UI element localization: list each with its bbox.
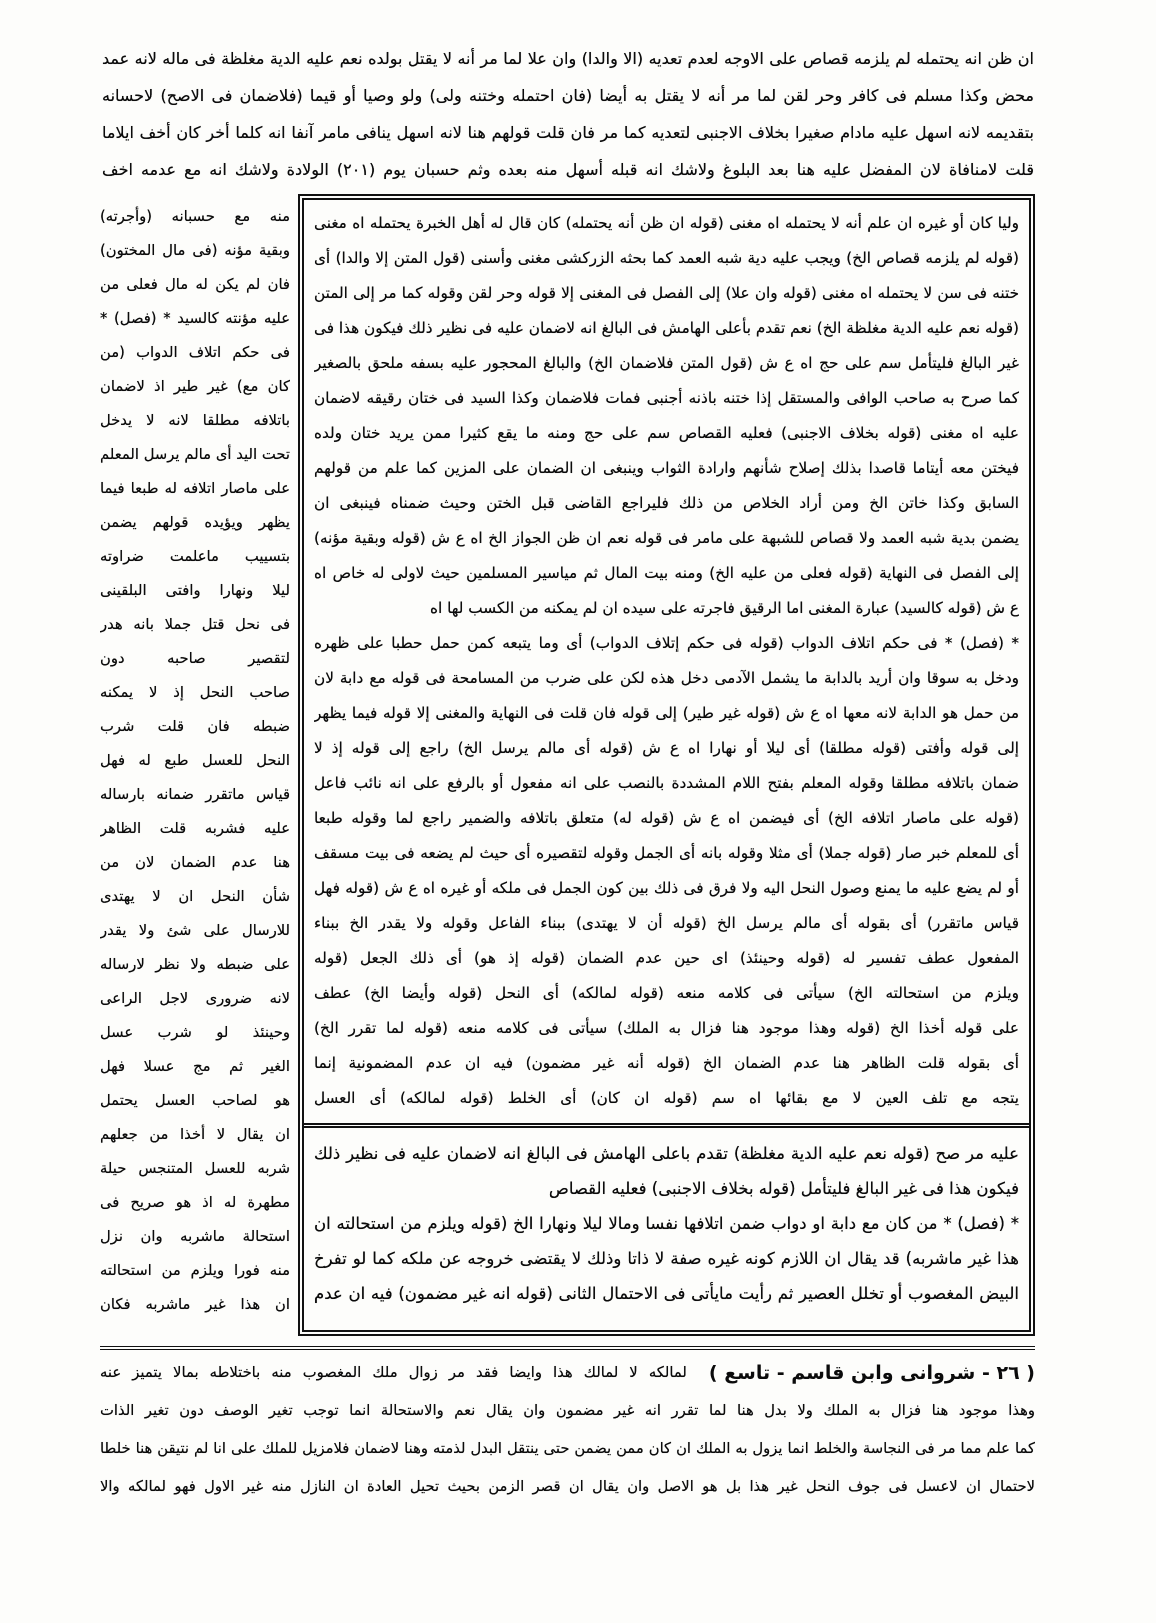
commentary-separator xyxy=(304,1123,1029,1128)
commentary-line: ويلزم من استحالته الخ) سيأتى فى كلامه منعه (قوله لمالكه) أى النحل (قوله وأيضا الخ) عطف xyxy=(314,984,1019,1002)
commentary-line: يتجه مع تلف العين لا مع بقائها اه سم (قوله ان كان) أى الخلط (قوله لمالكه) أى العسل xyxy=(314,1089,1019,1107)
main-text-side-column xyxy=(100,200,290,1322)
footer-first-line xyxy=(100,1354,1035,1392)
main-text-line: ان ظن انه يحتمله لم يلزمه قصاص على الاوجه لعدم تعديه (الا والدا) وان علا لما مر أنه لا يقتل بولده نعم عليه الدية مغلظة فى ماله لانه عمد xyxy=(102,49,1034,68)
main-text-top xyxy=(102,40,1034,188)
side-column-line: الغير ثم مج عسلا فهل xyxy=(100,1058,290,1075)
commentary-line: أى للمعلم خبر صار (قوله جملا) أى مثلا وقوله بانه أى الجمل وقوله لتقصيره أى حيث لم يضعه فى بيت مسقف xyxy=(314,844,1019,862)
footer-line: وهذا موجود هنا فزال به الملك ولا بدل هنا لما تقرر انه غير مضمون وان يقال نعم والاستحالة انما توجب تغير الوصف دون تغير الذات xyxy=(100,1402,1035,1419)
side-column-line: فى حكم اتلاف الدواب (من xyxy=(100,344,290,361)
side-column-line: النحل للعسل طبع له فهل xyxy=(100,752,290,769)
side-column-line: تحت اليد أى مالم يرسل المعلم xyxy=(100,446,290,463)
side-column-line: فان لم يكن له مال فعلى من xyxy=(100,276,290,293)
main-text-line: بتقديمه لانه اسهل عليه مادام صغيرا بخلاف الاجنبى لتعديه كما مر فان قلت قولهم هنا لانه اسهل ينافى مامر آنفا انه كلما أخر كان أخف ايلاما xyxy=(102,123,1034,142)
lower-commentary-line: فيكون هذا فى غير البالغ فليتأمل (قوله بخلاف الاجنبى) فعليه القصاص xyxy=(548,1179,1019,1198)
side-column-line: عليه مؤنته كالسيد * (فصل) * xyxy=(100,310,290,327)
commentary-line: ختنه فى سن لا يحتمله اه مغنى (قوله وان علا) إلى الفصل فى المغنى إلا قوله وحر لقن وقوله كما مر إلى المتن xyxy=(314,284,1019,302)
side-column-line: استحالة ماشربه وان نزل xyxy=(100,1228,290,1245)
commentary-line: أى بقوله قلت الظاهر هنا عدم الضمان الخ (قوله أنه غير مضمون) فيه ان عدم المضمونية إنما xyxy=(314,1054,1019,1072)
side-column-line: للارسال على شئ ولا يقدر xyxy=(100,922,290,939)
commentary-line: المفعول عطف تفسير له (قوله وحينئذ) اى حين عدم الضمان (قوله إذ هو) أى ذلك الجعل (قوله xyxy=(314,949,1019,967)
side-column-line: ان يقال لا أخذا من جعلهم xyxy=(100,1126,290,1143)
side-column-line: ليلا ونهارا وافتى البلقينى xyxy=(100,582,290,599)
side-column-line: ضبطه فان قلت شرب xyxy=(100,718,290,735)
commentary-line: على قوله أخذا الخ (قوله وهذا موجود هنا فزال به الملك) سيأتى فى كلامه منعه (قوله لما تقرر الخ) xyxy=(314,1019,1019,1037)
side-column-line: هو لصاحب العسل يحتمل xyxy=(100,1092,290,1109)
commentary-lower-section xyxy=(314,1136,1019,1311)
footer-line: كما علم مما مر فى النجاسة والخلط انما يزول به الملك ان كان ممن يضمن حتى ينتقل البدل لذمته وهنا لاضمان فلامزيل للملك على انا لم نتيقن هنا خلطا xyxy=(100,1440,1035,1457)
side-column-line: باتلافه مطلقا لانه لا يدخل xyxy=(100,412,290,429)
side-column-line: شأن النحل ان لا يهتدى xyxy=(100,888,290,905)
lower-commentary-line: * (فصل) * من كان مع دابة او دواب ضمن اتلافها نفسا ومالا ليلا ونهارا الخ (قوله ويلزم من استحالته ان xyxy=(314,1214,1019,1233)
commentary-line: قياس ماتقرر) أى بقوله أى مالم يرسل الخ (قوله أن لا يهتدى) ببناء الفاعل وقوله ولا يقدر الخ ببناء xyxy=(314,914,1019,932)
lower-commentary-line: البيض المغصوب أو تخلل العصير ثم رأيت مايأتى فى الاحتمال الثانى (قوله انه غير مضمون) فيه ان عدم xyxy=(314,1284,1019,1303)
commentary-line: كما صرح به صاحب الوافى والمستقل إذا ختنه باذنه أجنبى فمات فلاضمان وكذا السيد فى ختان رقيقه لاضمان xyxy=(314,389,1019,407)
main-text-line: قلت لامنافاة لان المفضل عليه هنا بعد البلوغ ولاشك انه قبله أسهل منه بعده وثم حسبان يوم (٢٠١) الولادة ولاشك انه مع عدمه اخف xyxy=(102,160,1034,179)
side-column-line: ان هذا غير ماشربه فكان xyxy=(100,1296,290,1313)
commentary-upper-section xyxy=(314,206,1019,1116)
commentary-line: فيختن معه أيتاما قاصدا بذلك إصلاح شأنهم وارادة الثواب وينبغى ان الضمان على المزين كما علم من قولهم xyxy=(314,459,1019,477)
commentary-line: إلى قوله وأفتى (قوله مطلقا) أى ليلا أو نهارا اه ع ش (قوله أى مالم يرسل الخ) راجع إلى قوله إذ لا xyxy=(314,739,1019,757)
side-column-line: لتقصير صاحبه دون xyxy=(100,650,290,667)
commentary-box xyxy=(298,194,1035,1336)
commentary-line: (قوله لم يلزمه قصاص الخ) ويجب عليه دية شبه العمد كما بحثه الزركشى مغنى وأسنى (قول المتن إلا والدا) أى xyxy=(314,249,1019,267)
commentary-line: (قوله على ماصار اتلافه الخ) أى فيضمن اه ع ش (قوله له) متعلق باتلافه والضمير راجع لما وقوله طبعا xyxy=(314,809,1019,827)
side-column-line: لانه ضرورى لاجل الراعى xyxy=(100,990,290,1007)
footer-line: لاحتمال ان لاعسل فى جوف النحل غير هذا بل هو الاصل وان يقال ان قصر الزمن بحيث تحيل العادة ان النازل منه غير الاول فهو لمالكه والا xyxy=(100,1478,1035,1495)
side-column-line: مطهرة له اذ هو صريح فى xyxy=(100,1194,290,1211)
footer-rule xyxy=(100,1346,1035,1350)
commentary-line: من حمل هو الدابة لانه معها اه ع ش (قوله غير طير) إلى قوله فان قلت فى النهاية والمغنى إلا قوله فيما يظهر xyxy=(314,704,1019,722)
commentary-line: أو لم يضع عليه ما يمنع وصول النحل اليه ولا فرق فى ذلك بين كون الجمل فى ملكه أو غيره اه ع ش (قوله فهل xyxy=(314,879,1019,897)
commentary-line: ضمان باتلافه مطلقا وقوله المعلم بفتح اللام المشددة بالنصب على انه مفعول أو بالرفع على انه نائب فاعل xyxy=(314,774,1019,792)
commentary-line: ودخل به سوقا وان أريد بالدابة ما يشمل الآدمى دخل هذه لكن على ضرب من المسامحة فى قوله مع دابة لان xyxy=(314,669,1019,687)
footer-signature: ( ٢٦ - شروانى وابن قاسم - تاسع ) xyxy=(708,1362,1035,1384)
side-column-line: منه مع حسبانه (وأجرته) xyxy=(100,208,290,225)
side-column-line: وحينئذ لو شرب عسل xyxy=(100,1024,290,1041)
side-column-line: قياس ماتقرر ضمانه بارساله xyxy=(100,786,290,803)
side-column-line: صاحب النحل إذ لا يمكنه xyxy=(100,684,290,701)
side-column-line: بتسييب ماعلمت ضراوته xyxy=(100,548,290,565)
commentary-line: عليه اه مغنى (قوله بخلاف الاجنبى) فعليه القصاص سم على حج ومنه ما يقع كثيرا ممن يريد ختان ولده xyxy=(314,424,1019,442)
side-column-line: وبقية مؤنه (فى مال المختون) xyxy=(100,242,290,259)
side-column-line: منه فورا ويلزم من استحالته xyxy=(100,1262,290,1279)
side-column-line: هنا عدم الضمان لان من xyxy=(100,854,290,871)
commentary-line: * (فصل) * فى حكم اتلاف الدواب (قوله فى حكم إتلاف الدواب) أى وما يتبعه كمن حمل حطبا على ظهره xyxy=(314,634,1019,652)
side-column-line: فى نحل قتل جملا بانه هدر xyxy=(100,616,290,633)
commentary-line: السابق وكذا خاتن الخ ومن أراد الخلاص من ذلك فليراجع القاضى قبل الختن وحيث ضمناه فينبغى ان xyxy=(314,494,1019,512)
commentary-line: يضمن بدية شبه العمد ولا قصاص للشبهة على مامر فى قوله نعم ان ظن الجواز الخ اه ع ش (قوله وبقية مؤنه) xyxy=(314,529,1019,547)
lower-commentary-line: عليه مر صح (قوله نعم عليه الدية مغلظة) تقدم باعلى الهامش فى البالغ انه لاضمان عليه فى نظير ذلك xyxy=(314,1144,1019,1163)
side-column-line: عليه فشربه قلت الظاهر xyxy=(100,820,290,837)
main-text-line: محض وكذا مسلم فى كافر وحر لقن لما مر أنه لا يقتل به أيضا (فان احتمله وختنه ولى) ولو وصيا أو قيما (فلاضمان فى الاصح) لاحسانه xyxy=(102,86,1034,105)
side-column-line: شربه للعسل المتنجس حيلة xyxy=(100,1160,290,1177)
side-column-line: كان مع) غير طير اذ لاضمان xyxy=(100,378,290,395)
lower-commentary-line: هذا غير ماشربه) قد يقال ان اللازم كونه غيره صفة لا ذاتا وذلك لا يقتضى خروجه عن ملكه كما لو تفرخ xyxy=(314,1249,1019,1268)
commentary-line: وليا كان أو غيره ان علم أنه لا يحتمله اه مغنى (قوله ان ظن أنه يحتمله) كان قال له أهل الخبرة يحتمله اه مغنى xyxy=(314,214,1019,232)
commentary-line: غير البالغ فليتأمل سم على حج اه ع ش (قول المتن فلاضمان الخ) والبالغ المحجور عليه بسفه ملحق بالصغير xyxy=(314,354,1019,372)
footer-text xyxy=(100,1354,1035,1506)
commentary-line: ع ش (قوله كالسيد) عبارة المغنى اما الرقيق فاجرته على سيده ان لم يمكنه من الكسب لها اه xyxy=(430,599,1019,617)
side-column-line: يظهر ويؤيده قولهم يضمن xyxy=(100,514,290,531)
commentary-line: إلى الفصل فى النهاية (قوله فعلى من عليه الخ) ومنه بيت المال ثم مياسير المسلمين حيث لاولى له خاص اه xyxy=(314,564,1019,582)
side-column-line: على ضبطه ولا نظر لارساله xyxy=(100,956,290,973)
side-column-line: على ماصار اتلافه له طبعا فيما xyxy=(100,480,290,497)
footer-line: لمالكه لا لمالك هذا وايضا فقد مر زوال ملك المغصوب منه باختلاطه بمالا يتميز عنه xyxy=(100,1364,687,1381)
commentary-line: (قوله نعم عليه الدية مغلظة الخ) نعم تقدم بأعلى الهامش فى البالغ انه لاضمان عليه فى نظير ذلك فيكون هذا فى xyxy=(314,319,1019,337)
